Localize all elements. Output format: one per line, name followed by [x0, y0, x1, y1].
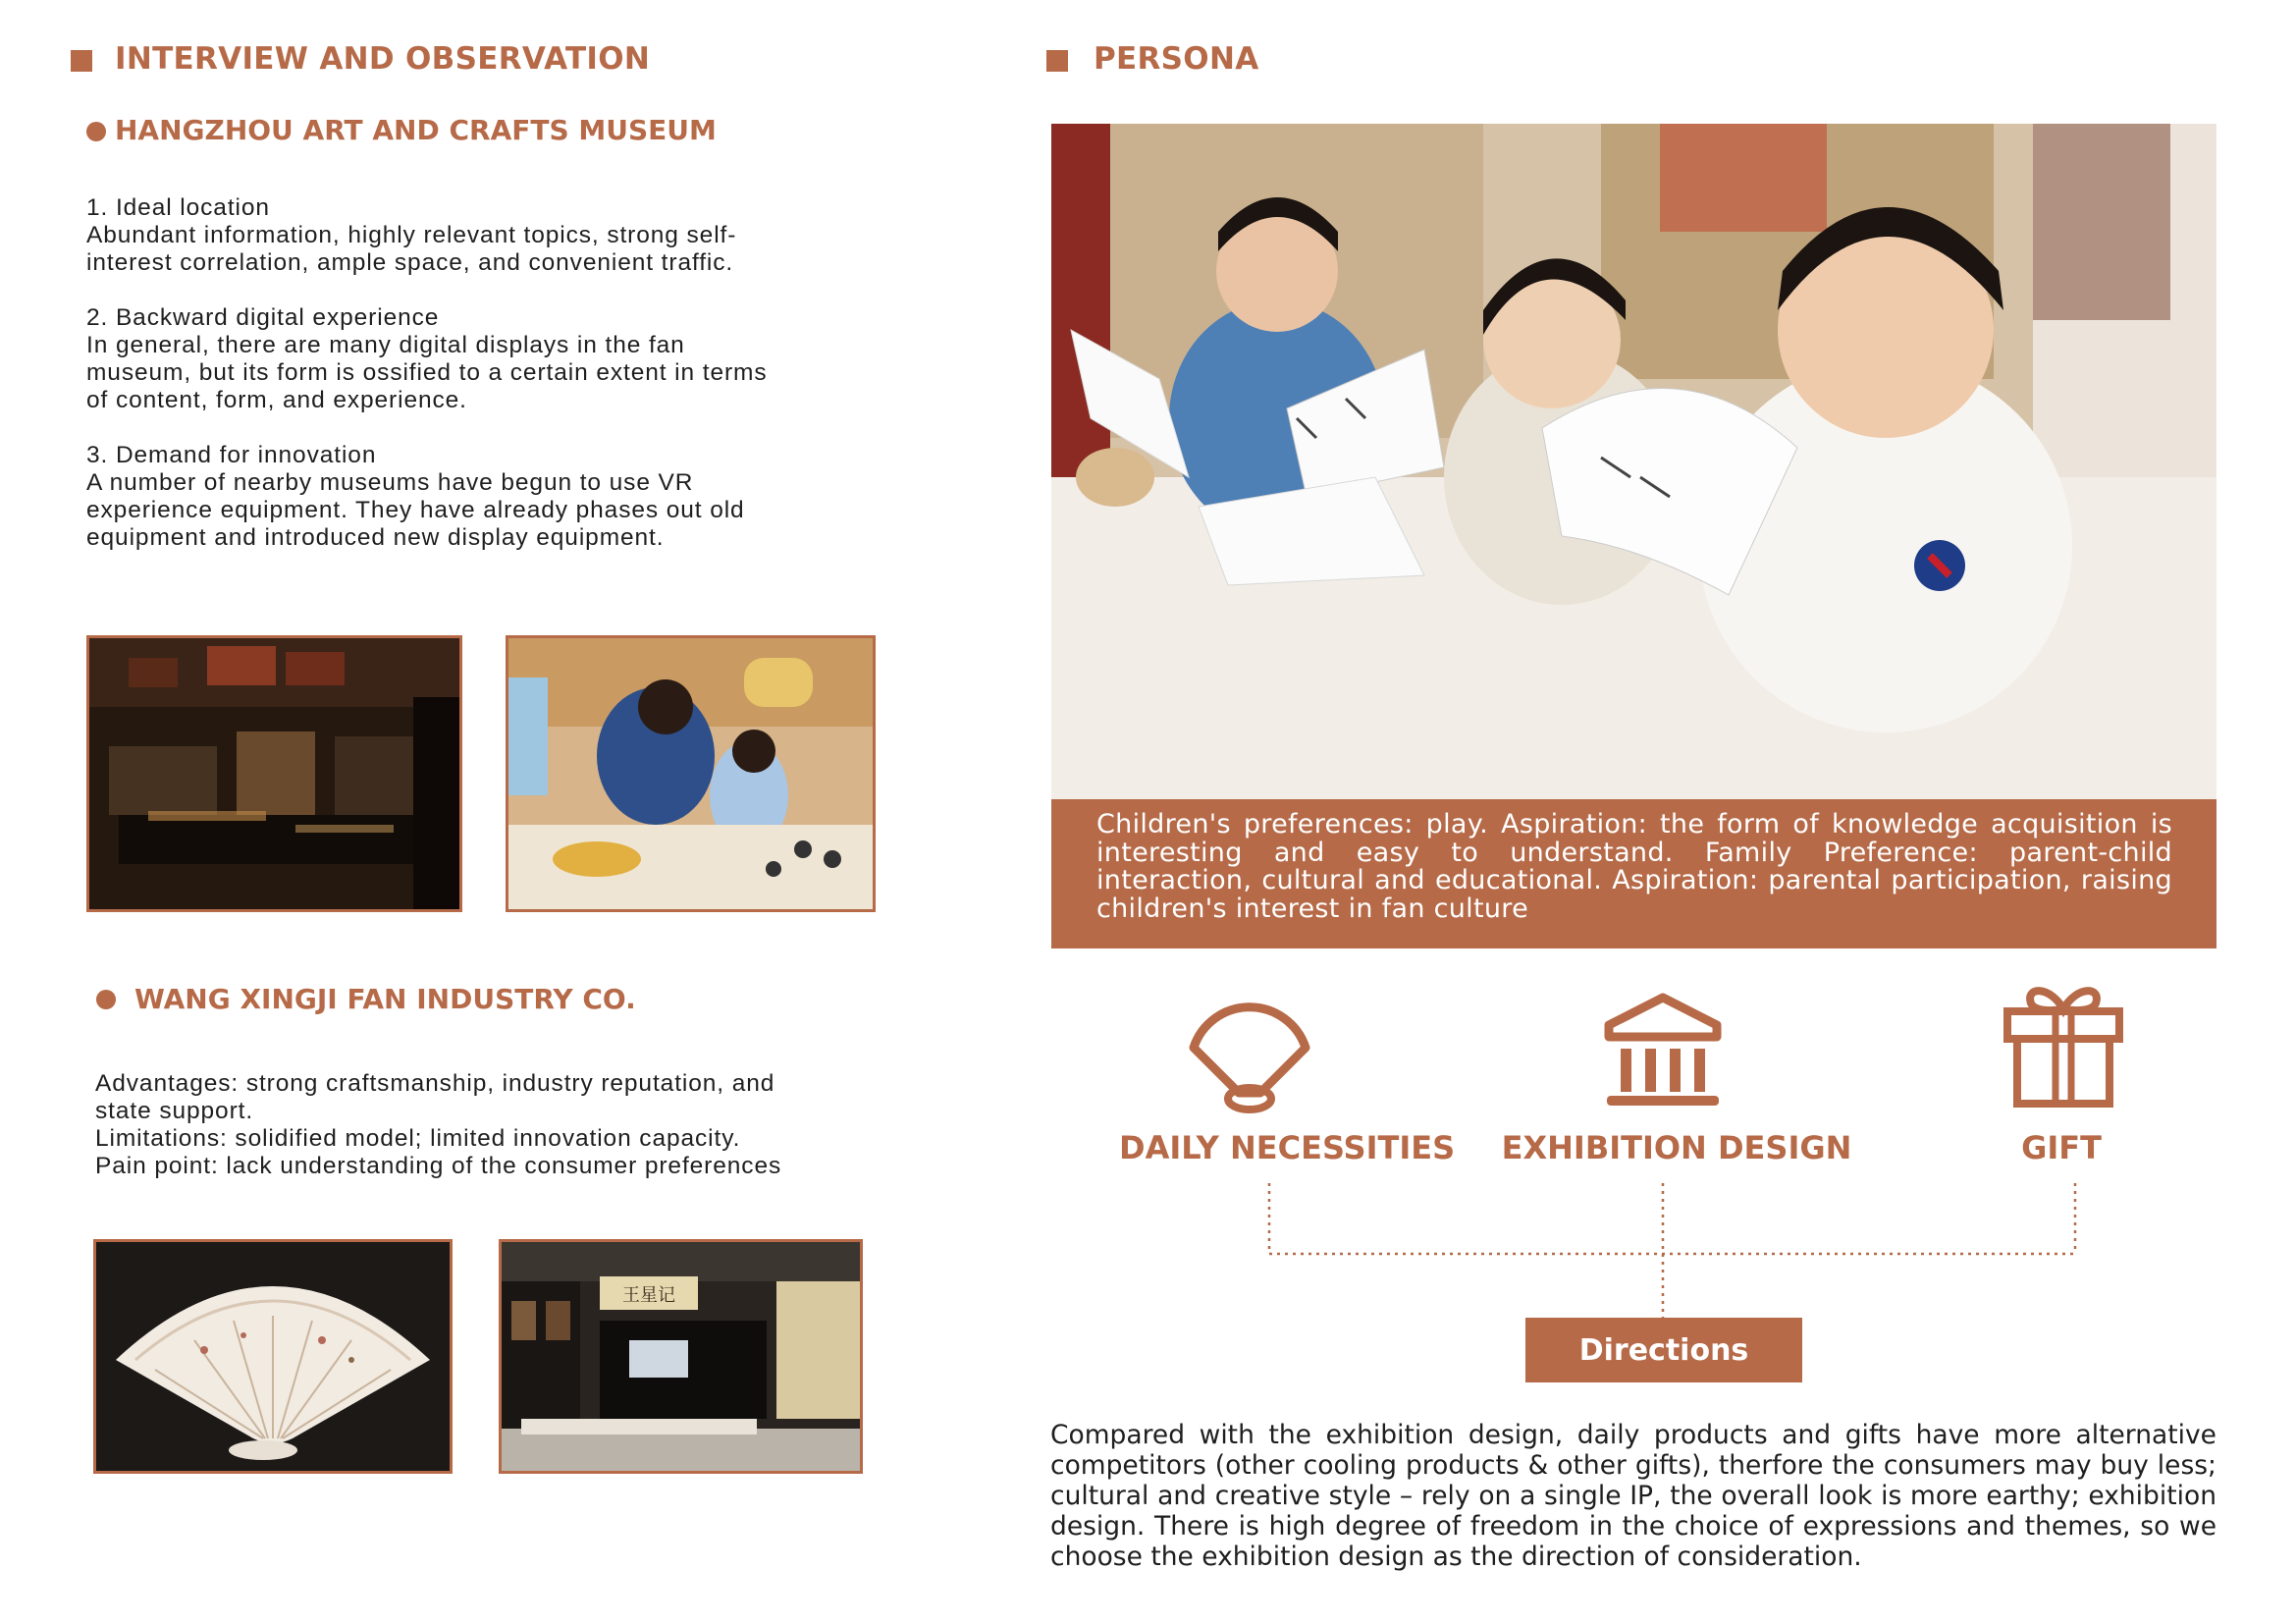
- point-3: [86, 442, 891, 552]
- persona-photo: [1051, 124, 2216, 801]
- point-line: museum, but its form is ossified to a certain extent in terms: [86, 359, 768, 386]
- point-line: equipment and introduced new display equipment.: [86, 524, 665, 551]
- museum-heading: HANGZHOU ART AND CRAFTS MUSEUM: [115, 114, 717, 146]
- section-title-persona: PERSONA: [1094, 41, 1259, 77]
- museum-hall-photo: [86, 635, 462, 912]
- section-title-interview: INTERVIEW AND OBSERVATION: [115, 41, 651, 77]
- point-title: 1. Ideal location: [86, 194, 270, 221]
- museum-points: [86, 194, 891, 579]
- gift-icon: [2002, 982, 2125, 1110]
- point-line: Abundant information, highly relevant topics, strong self-: [86, 222, 737, 248]
- point-2: [86, 304, 891, 414]
- fan-shop-photo: [499, 1239, 863, 1474]
- feather-fan-photo: [93, 1239, 453, 1474]
- connector-lines: [1266, 1183, 2081, 1321]
- museum-icon: [1601, 992, 1725, 1110]
- category-gift: GIFT: [2021, 1129, 2102, 1166]
- point-line: of content, form, and experience.: [86, 387, 467, 413]
- company-line: Limitations: solidified model; limited innovation capacity.: [95, 1125, 741, 1152]
- persona-caption: Children's preferences: play. Aspiration: the form of knowledge acquisition is interesting and easy to understand. Family Preference: parent-child interaction, cultural and educational. Aspiration: parental participation, raising children's interest in fan culture: [1051, 799, 2216, 948]
- conclusion-text: Compared with the exhibition design, daily products and gifts have more alternative competitors (other cooling products & other gifts), therfore the consumers may buy less; cultural and creative style – rely on a single IP, the overall look is more earthy; exhibition design. There is high degree of freedom in the choice of expressions and themes, so we choose the exhibition design as the direction of consideration.: [1050, 1420, 2216, 1572]
- company-line: state support.: [95, 1098, 254, 1124]
- point-line: A number of nearby museums have begun to use VR: [86, 469, 694, 496]
- bullet-dot: [86, 122, 106, 141]
- category-daily-necessities: DAILY NECESSITIES: [1119, 1129, 1456, 1166]
- point-1: [86, 194, 891, 277]
- shop-sign: 王星记: [622, 1285, 675, 1306]
- company-line: Pain point: lack understanding of the consumer preferences: [95, 1153, 782, 1179]
- directions-button[interactable]: Directions: [1525, 1318, 1802, 1382]
- point-line: interest correlation, ample space, and convenient traffic.: [86, 249, 734, 276]
- point-line: In general, there are many digital displays in the fan: [86, 332, 685, 358]
- company-heading: WANG XINGJI FAN INDUSTRY CO.: [134, 983, 636, 1015]
- category-exhibition-design: EXHIBITION DESIGN: [1501, 1129, 1852, 1166]
- point-title: 3. Demand for innovation: [86, 442, 377, 468]
- company-notes: [95, 1070, 900, 1180]
- section-marker: [71, 50, 92, 72]
- section-marker: [1046, 50, 1068, 72]
- fan-icon: [1184, 987, 1315, 1114]
- bullet-dot: [96, 990, 116, 1009]
- company-line: Advantages: strong craftsmanship, industry reputation, and: [95, 1070, 775, 1097]
- point-title: 2. Backward digital experience: [86, 304, 440, 331]
- point-line: experience equipment. They have already phases out old: [86, 497, 745, 523]
- museum-visitors-photo: [506, 635, 876, 912]
